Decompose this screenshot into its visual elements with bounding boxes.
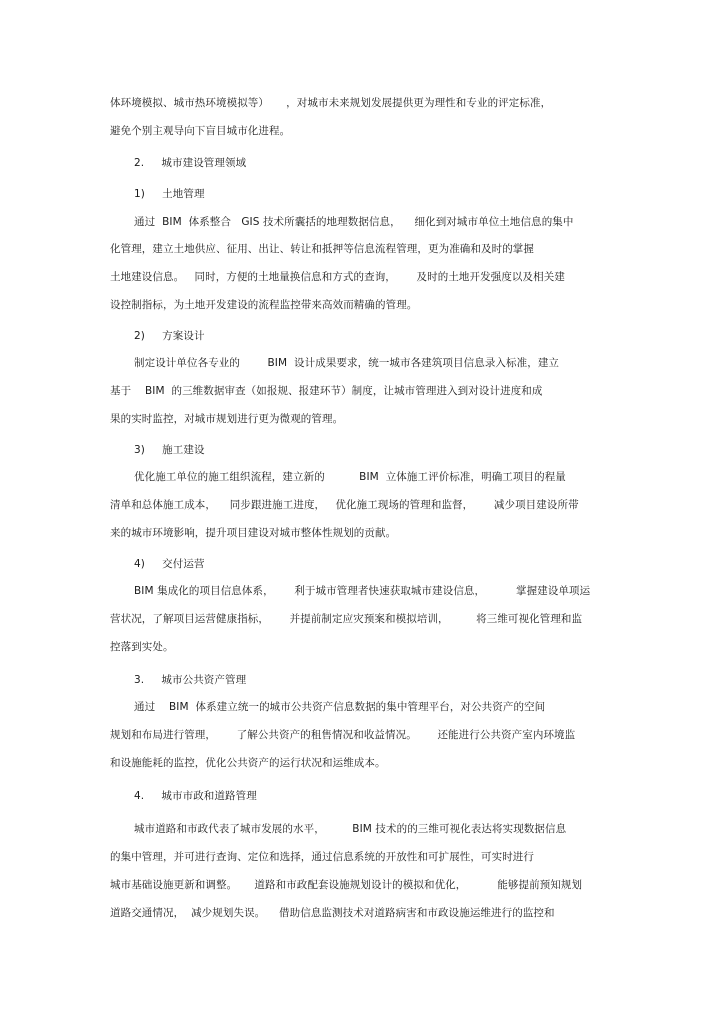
paragraph-line: 营状况，了解项目运营健康指标， 并提前制定应灾预案和模拟培训， 将三维可视化管理和监 [110,613,583,625]
section-heading: 3. 城市公共资产管理 [134,674,247,686]
paragraph-line: 土地建设信息。 同时，方便的土地量换信息和方式的查询， 及时的土地开发强度以及相关建 [110,271,565,283]
section-heading: 2. 城市建设管理领域 [134,157,247,169]
paragraph-line: 通过 BIM 体系建立统一的城市公共资产信息数据的集中管理平台，对公共资产的空间 [134,701,546,713]
paragraph-line: 和设施能耗的监控，优化公共资产的运行状况和运维成本。 [110,757,386,769]
paragraph-line: 控落到实处。 [110,641,174,653]
paragraph-line: 清单和总体施工成本， 同步跟进施工进度， 优化施工现场的管理和监督， 减少项目建设所带 [110,499,579,511]
paragraph-line: 体环境模拟、城市热环境模拟等） ，对城市未来规划发展提供更为理性和专业的评定标准， [110,97,552,109]
paragraph-line: 避免个别主观导向下盲目城市化进程。 [110,125,291,137]
paragraph-line: 基于 BIM 的三维数据审查（如报规、报建环节）制度，让城市管理进入到对设计进度和成 [110,385,543,397]
paragraph-line: 果的实时监控，对城市规划进行更为微观的管理。 [110,413,344,425]
paragraph-line: 制定设计单位各专业的 BIM 设计成果要求，统一城市各建筑项目信息录入标准，建立 [134,357,560,369]
paragraph-line: 城市基础设施更新和调整。 道路和市政配套设施规划设计的模拟和优化， 能够提前预知规划 [110,879,583,891]
paragraph-line: 城市道路和市政代表了城市发展的水平， BIM 技术的的三维可视化表达将实现数据信息 [134,823,567,835]
paragraph-line: 通过 BIM 体系整合 GIS 技术所囊括的地理数据信息， 细化到对城市单位土地信息的集中 [134,216,574,228]
paragraph-line: 优化施工单位的施工组织流程，建立新的 BIM 立体施工评价标准，明确工项目的程量 [134,471,566,483]
paragraph-line: 道路交通情况， 减少规划失误。 借助信息监测技术对道路病害和市政设施运维进行的监控和 [110,907,555,919]
paragraph-line: BIM 集成化的项目信息体系， 利于城市管理者快速获取城市建设信息， 掌握建设单项运 [134,585,591,597]
paragraph-line: 的集中管理，并可进行查询、定位和选择，通过信息系统的开放性和可扩展性，可实时进行 [110,851,534,863]
paragraph-line: 化管理，建立土地供应、征用、出让、转让和抵押等信息流程管理，更为准确和及时的掌握 [110,243,534,255]
paragraph-line: 规划和布局进行管理， 了解公共资产的租售情况和收益情况。 还能进行公共资产室内环境监 [110,729,576,741]
section-heading: 4. 城市市政和道路管理 [134,790,257,802]
subsection-heading: 4) 交付运营 [134,558,205,570]
paragraph-line: 设控制指标，为土地开发建设的流程监控带来高效而精确的管理。 [110,299,418,311]
subsection-heading: 1) 土地管理 [134,188,205,200]
subsection-heading: 3) 施工建设 [134,444,205,456]
paragraph-line: 来的城市环境影响，提升项目建设对城市整体性规划的贡献。 [110,527,397,539]
subsection-heading: 2) 方案设计 [134,330,205,342]
